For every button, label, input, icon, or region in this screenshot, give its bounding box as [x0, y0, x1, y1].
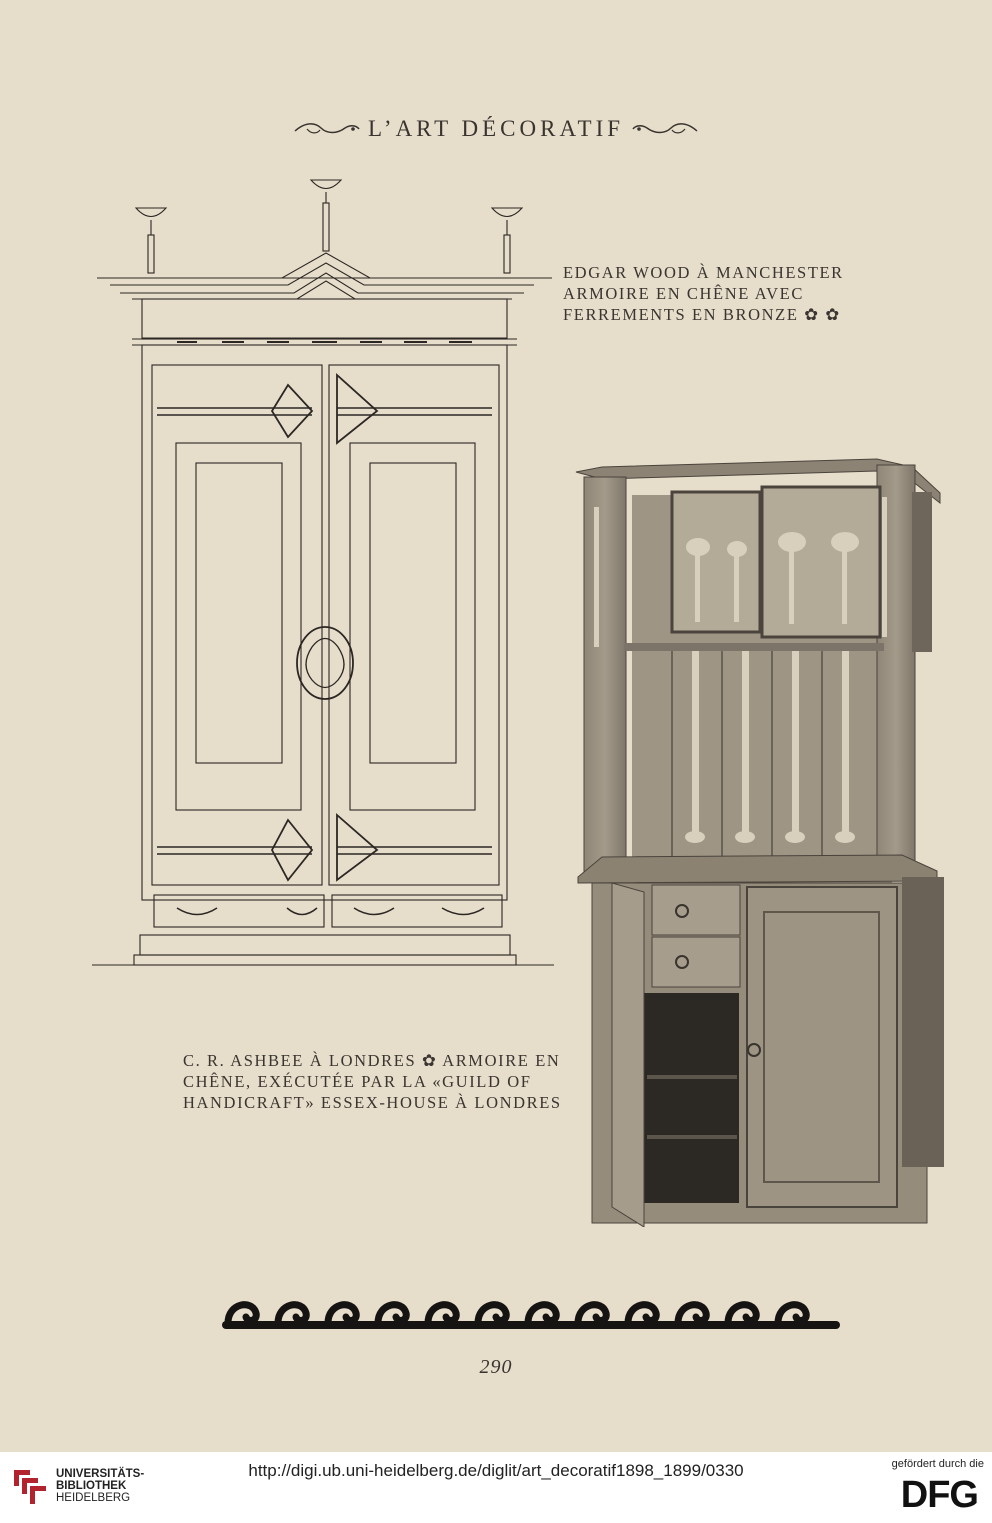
digitization-footer [0, 1452, 992, 1523]
permalink-url[interactable]: http://digi.ub.uni-heidelberg.de/diglit/art_decoratif1898_1899/0330 [248, 1461, 744, 1480]
left-flourish-ornament [293, 120, 363, 138]
journal-title: L’ART DÉCORATIF [367, 116, 625, 141]
running-head [0, 116, 992, 142]
caption-line: FERREMENTS EN BRONZE ✿ ✿ [563, 305, 841, 324]
caption-line: C. R. ASHBEE À LONDRES ✿ ARMOIRE EN [183, 1051, 561, 1070]
caption-ashbee [183, 1050, 562, 1113]
page-number: 290 [479, 1356, 513, 1378]
caption-line: EDGAR WOOD À MANCHESTER [563, 263, 844, 282]
library-name-line: HEIDELBERG [56, 1492, 131, 1504]
library-name-line: BIBLIOTHEK [56, 1480, 127, 1492]
caption-edgar-wood [563, 262, 844, 325]
dfg-logo: DFG [900, 1474, 978, 1516]
wardrobe-line-drawing [92, 175, 562, 975]
right-flourish-ornament [629, 120, 699, 138]
caption-line: CHÊNE, EXÉCUTÉE PAR LA «GUILD OF [183, 1072, 532, 1091]
caption-line: HANDICRAFT» ESSEX-HOUSE À LONDRES [183, 1093, 562, 1112]
wave-frieze-ornament [222, 1293, 842, 1333]
cabinet-photograph [572, 437, 944, 1227]
funding-label: gefördert durch die [891, 1458, 984, 1470]
caption-line: ARMOIRE EN CHÊNE AVEC [563, 284, 804, 303]
library-name-line: UNIVERSITÄTS- [56, 1468, 145, 1480]
